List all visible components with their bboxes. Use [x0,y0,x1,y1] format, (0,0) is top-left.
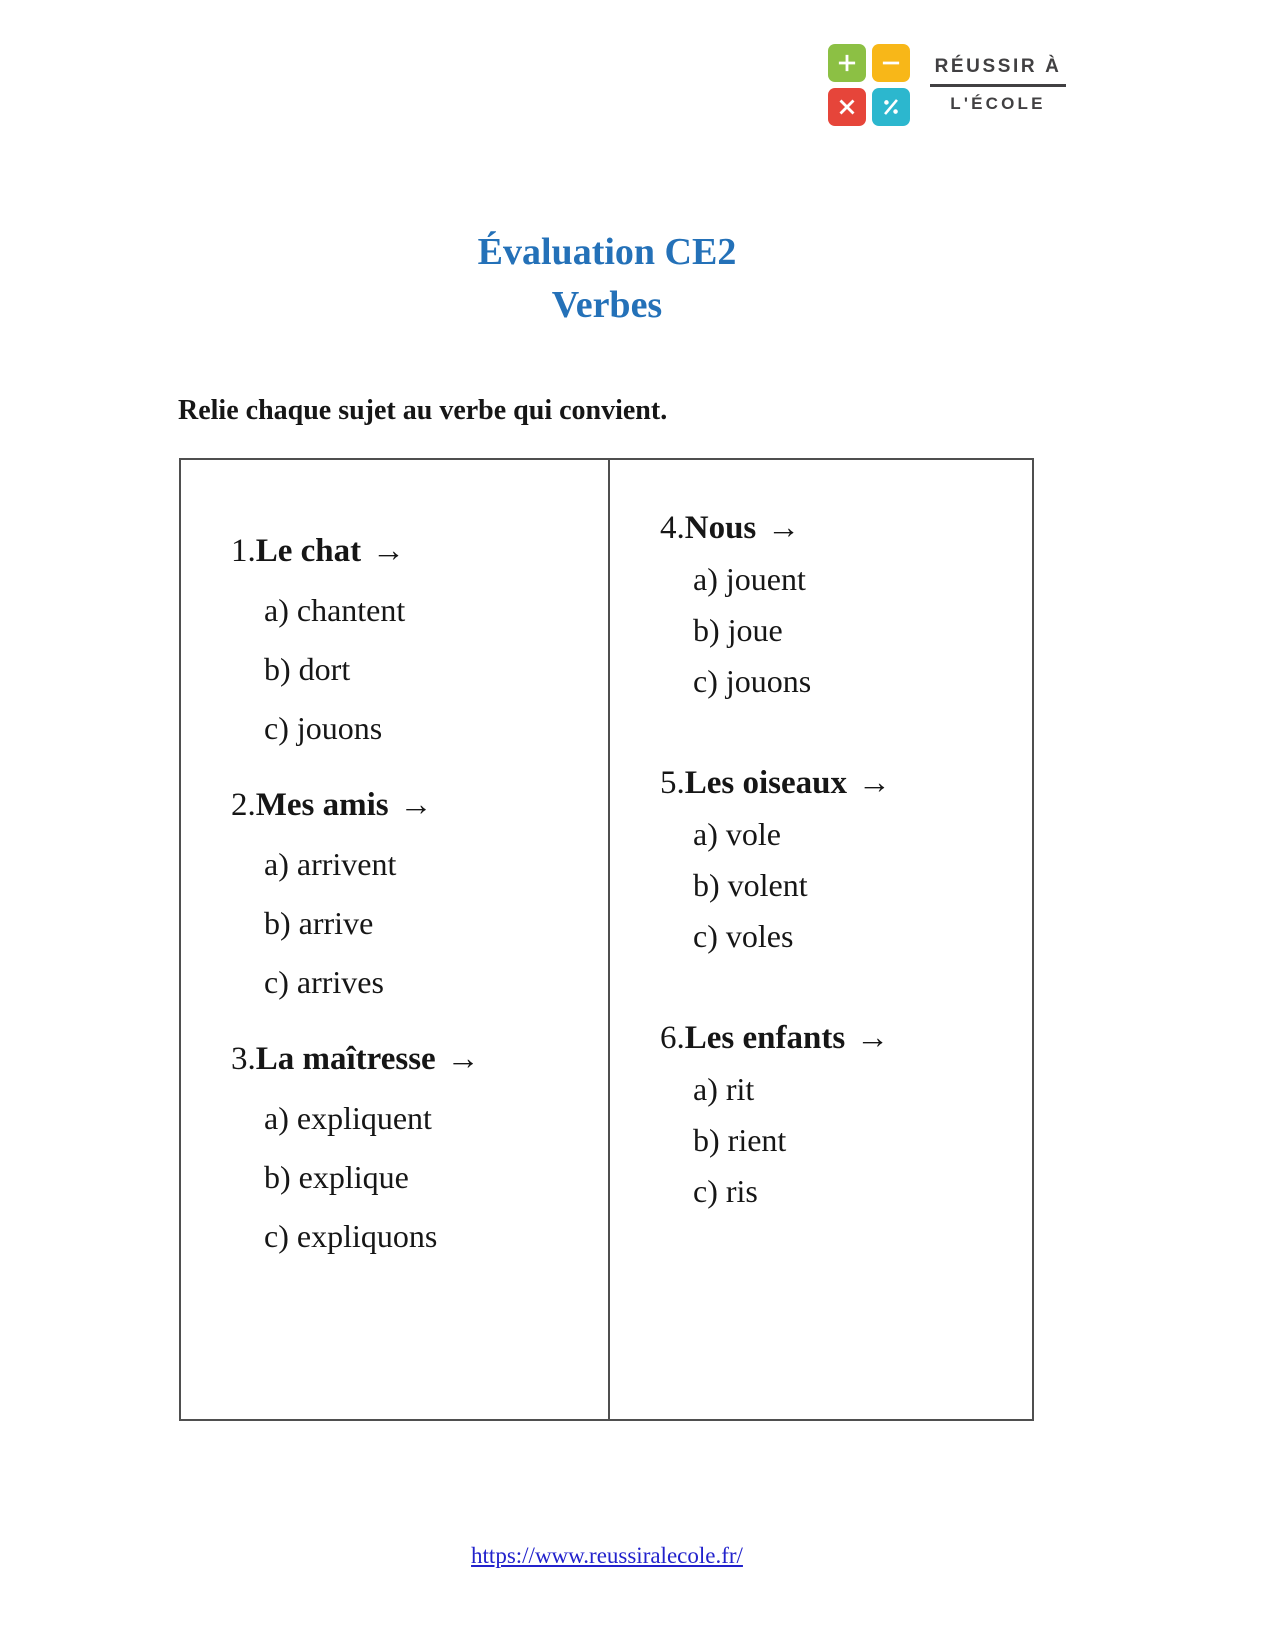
question-5-option-b: b) volent [693,867,808,903]
question-item-3 [231,1030,598,1266]
question-4-number: 4. [660,510,685,546]
question-1-heading [231,522,598,581]
question-5-option-c: c) voles [693,918,794,954]
question-6-number: 6. [660,1020,685,1056]
arrow-icon: → [858,765,892,801]
question-1-option-c: c) jouons [264,710,383,746]
question-3-number: 3. [231,1041,256,1077]
divide-icon [872,88,910,126]
question-2-option-a: a) arrivent [264,846,397,882]
question-item-1 [231,522,598,758]
minus-icon [872,44,910,82]
arrow-icon: → [446,1041,480,1077]
question-1-number: 1. [231,533,256,569]
question-4-option-a: a) jouent [693,561,806,597]
question-1-option-b: b) dort [264,651,351,687]
page-title-line2: Verbes [551,284,663,326]
question-5-heading [660,757,1022,809]
question-item-4 [660,502,1022,707]
question-6-heading [660,1012,1022,1064]
question-3-option-c: c) expliquons [264,1218,438,1254]
question-1-subject: Le chat [255,533,362,569]
brand-line-bottom: L'ÉCOLE [950,94,1046,113]
question-3-option-b: b) explique [264,1159,409,1195]
footer [178,1543,1036,1569]
question-4-option-c: c) jouons [693,663,812,699]
math-tiles-logo [828,44,910,126]
arrow-icon: → [856,1020,890,1056]
question-1-option-a: a) chantent [264,592,406,628]
question-2-number: 2. [231,787,256,823]
question-5-option-a: a) vole [693,816,781,852]
table-column-right [608,460,1032,1419]
question-item-5 [660,757,1022,962]
question-item-2 [231,776,598,1012]
question-2-option-c: c) arrives [264,964,384,1000]
arrow-icon: → [372,533,406,569]
multiply-icon [828,88,866,126]
arrow-icon: → [767,510,801,546]
brand-wordmark [930,56,1066,114]
exercise-table [179,458,1034,1421]
question-6-option-a: a) rit [693,1071,755,1107]
question-5-number: 5. [660,765,685,801]
question-2-heading [231,776,598,835]
question-6-option-b: b) rient [693,1122,787,1158]
question-3-subject: La maîtresse [255,1041,436,1077]
question-6-option-c: c) ris [693,1173,758,1209]
question-item-6 [660,1012,1022,1217]
page-title-line1: Évaluation CE2 [477,231,737,273]
website-link[interactable]: https://www.reussiralecole.fr/ [471,1543,743,1568]
question-4-heading [660,502,1022,554]
brand-logo [828,44,1066,126]
plus-icon [828,44,866,82]
question-5-subject: Les oiseaux [684,765,848,801]
table-column-left [181,460,608,1419]
question-2-option-b: b) arrive [264,905,374,941]
exercise-instruction: Relie chaque sujet au verbe qui convient. [178,395,668,426]
page-title [178,226,1036,332]
question-3-heading [231,1030,598,1089]
question-4-option-b: b) joue [693,612,783,648]
question-6-subject: Les enfants [684,1020,846,1056]
question-3-option-a: a) expliquent [264,1100,432,1136]
brand-divider [930,84,1066,87]
question-4-subject: Nous [684,510,757,546]
brand-line-top: RÉUSSIR À [934,56,1062,77]
arrow-icon: → [399,787,433,823]
question-2-subject: Mes amis [255,787,389,823]
